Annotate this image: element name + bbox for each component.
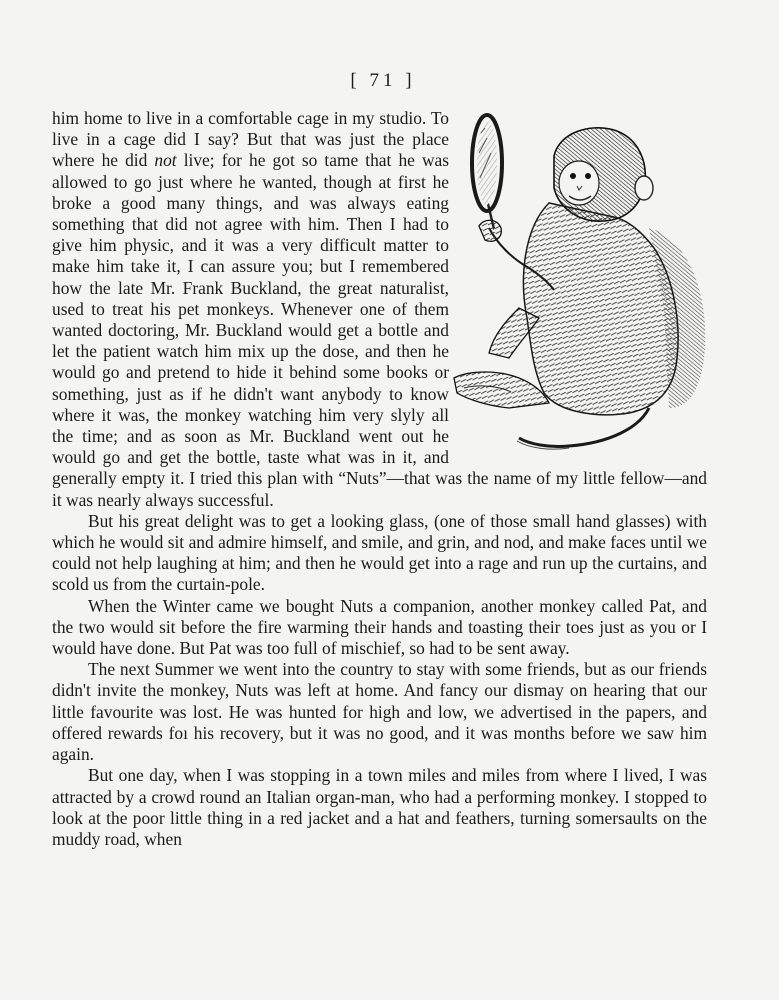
paragraph-1-text-b: live; for he got so tame that he was allowed to go just where he wanted, though at first he broke a good many things, and was always eating something that did not agree with him. Then I had to give him physic, and it was a very difficult matter to make him take it, I can assure you; but I remembered how the late Mr. Frank Buckland, the great naturalist, used to treat his pet monkeys. Whenever one of them wanted doctoring, Mr. Buckland would get a bottle and let the patient watch him mix up the dose, and then he would go and pretend to hide it behind some books or something, just as if he didn't want anybody to know where it was, the monkey watching him very slyly all the time; and as soon as Mr. Buckland went out he would go and get the bottle, taste what was in it, and generally empty it. I tried this plan with “Nuts”—that was the name of my little fellow—and it was nearly always successful. bbox=[52, 150, 707, 510]
page-number: [ 71 ] bbox=[350, 70, 416, 91]
body-text bbox=[52, 108, 707, 850]
paragraph-1-text-a: him home to live in a comfortable cage in my studio. To live in a cage did I say? But that was just the place where he did bbox=[52, 108, 449, 171]
monkey-illustration bbox=[449, 108, 717, 453]
paragraph-2: But his great delight was to get a looking glass, (one of those small hand glasses) with which he would sit and admire himself, and smile, and grin, and nod, and make faces until we could not help laughing at him; and then he would get into a rage and run up the curtains, and scold us from the curtain-pole. bbox=[52, 510, 707, 595]
paragraph-3: When the Winter came we bought Nuts a companion, another monkey called Pat, and the two would sit before the fire warming their hands and toasting their toes just as you or I would have done. But Pat was too full of mischief, so had to be sent away. bbox=[52, 595, 707, 659]
monkey-with-mirror-icon bbox=[449, 108, 717, 453]
paragraph-4: The next Summer we went into the country to stay with some friends, but as our friends didn't invite the monkey, Nuts was left at home. And fancy our dismay on hearing that our little favourite was lost. He was hunted for high and low, we advertised in the papers, and offered rewards foı his recovery, but it was no good, and it was months before we saw him again. bbox=[52, 659, 707, 765]
paragraph-1-italic: not bbox=[154, 150, 177, 171]
paragraph-5: But one day, when I was stopping in a town miles and miles from where I lived, I was attracted by a crowd round an Italian organ-man, who had a performing monkey. I stopped to look at the poor little thing in a red jacket and a hat and feathers, turning somersaults on the muddy road, when bbox=[52, 765, 707, 849]
